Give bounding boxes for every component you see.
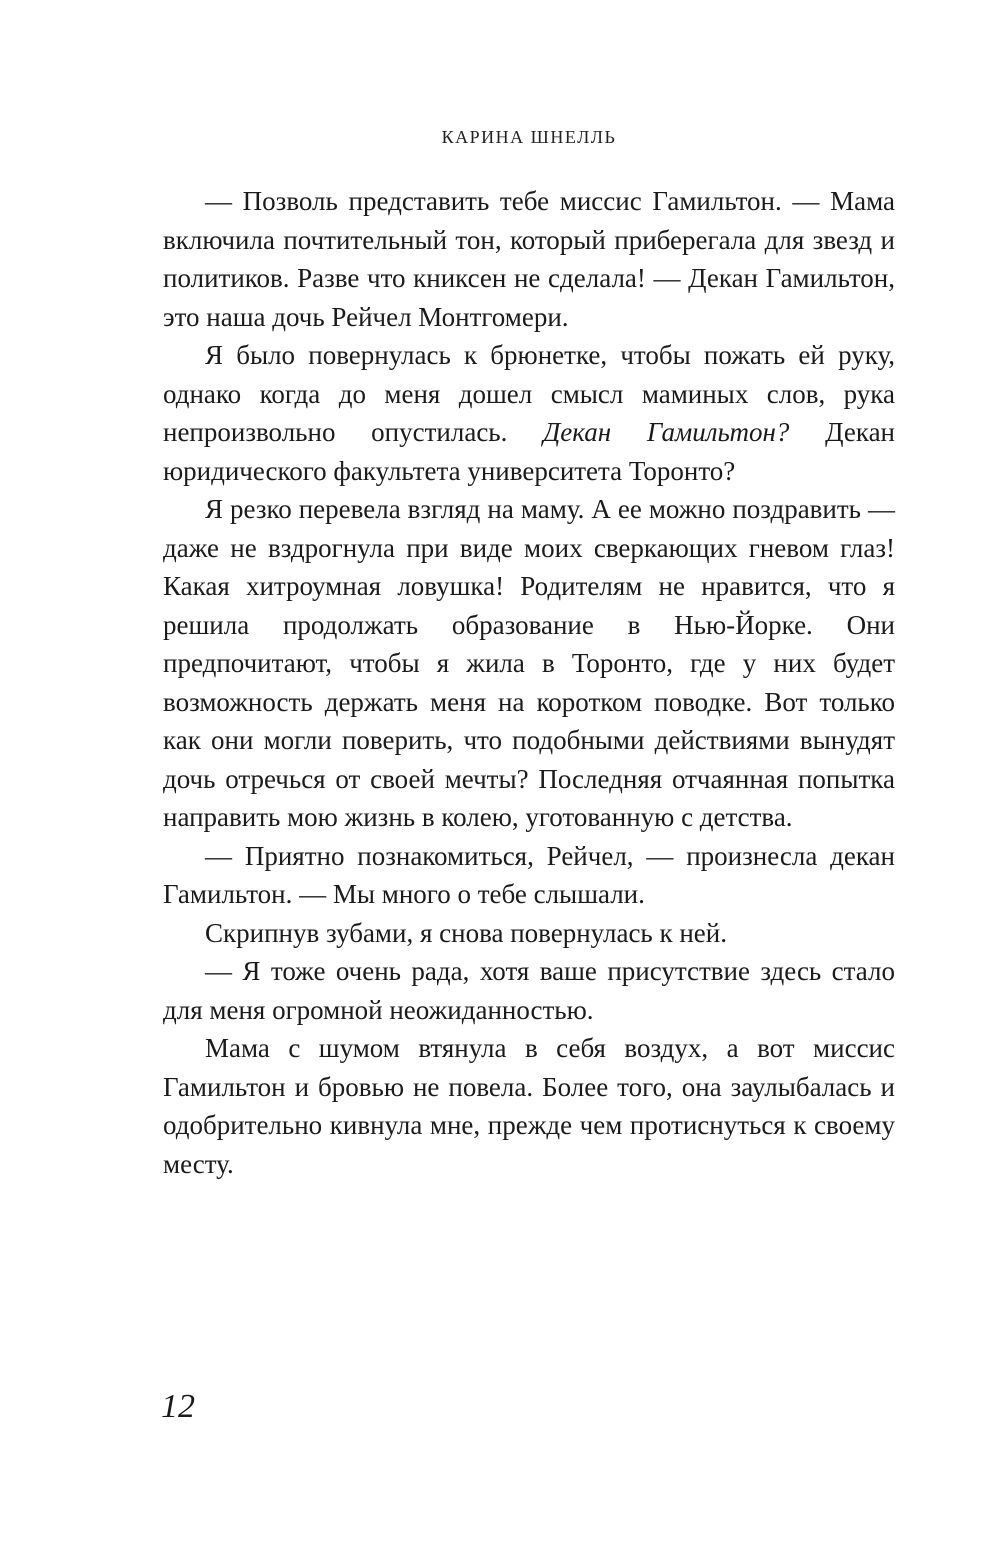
page-number: 12 bbox=[161, 1388, 195, 1425]
paragraph bbox=[163, 490, 895, 837]
text-segment: Декан юридического факультета университета Торонто? bbox=[163, 417, 896, 486]
text-segment-italic: Декан Гамильтон? bbox=[543, 417, 790, 447]
text-segment: Мама с шумом втянула в себя воздух, а вот миссис Гамильтон и бровью не повела. Более того, она заулыбалась и одобрительно кивнула мне, прежде чем протиснуться к своему месту. bbox=[163, 1033, 895, 1179]
text-segment: — Приятно познакомиться, Рейчел, — произнесла декан Гамильтон. — Мы много о тебе слышали. bbox=[163, 840, 895, 909]
paragraph bbox=[163, 336, 895, 490]
text-segment: — Позволь представить тебе миссис Гамильтон. — Мама включила почтительный тон, который приберегала для звезд и политиков. Разве что книксен не сделала! — Декан Гамильтон, это наша дочь Рейчел Монтгомери. bbox=[163, 186, 895, 332]
text-segment: Скрипнув зубами, я снова повернулась к ней. bbox=[205, 917, 727, 948]
paragraph bbox=[163, 182, 895, 336]
text-segment: — Я тоже очень рада, хотя ваше присутствие здесь стало для меня огромной неожиданностью. bbox=[163, 956, 895, 1025]
paragraph bbox=[163, 1029, 895, 1183]
text-segment: Я резко перевела взгляд на маму. А ее можно поздравить — даже не вздрогнула при виде моих сверкающих гневом глаз! Какая хитроумная ловушка! Родителям не нравится, что я решила продолжать образование в Нью-Йорке. Они предпочитают, чтобы я жила в Торонто, где у них будет возможность держать меня на коротком поводке. Вот только как они могли поверить, что подобными действиями вынудят дочь отречься от своей мечты? Последняя отчаянная попытка направить мою жизнь в колею, уготованную с детства. bbox=[163, 494, 895, 832]
paragraph bbox=[163, 837, 895, 914]
running-head-author: КАРИНА ШНЕЛЛЬ bbox=[441, 127, 617, 147]
paragraph bbox=[163, 952, 895, 1029]
paragraph bbox=[163, 914, 895, 953]
body-text bbox=[163, 182, 895, 1183]
text-segment: Я было повернулась к брюнетке, чтобы пожать ей руку, однако когда до меня дошел смысл маминых слов, рука непроизвольно опустилась. bbox=[163, 340, 895, 447]
